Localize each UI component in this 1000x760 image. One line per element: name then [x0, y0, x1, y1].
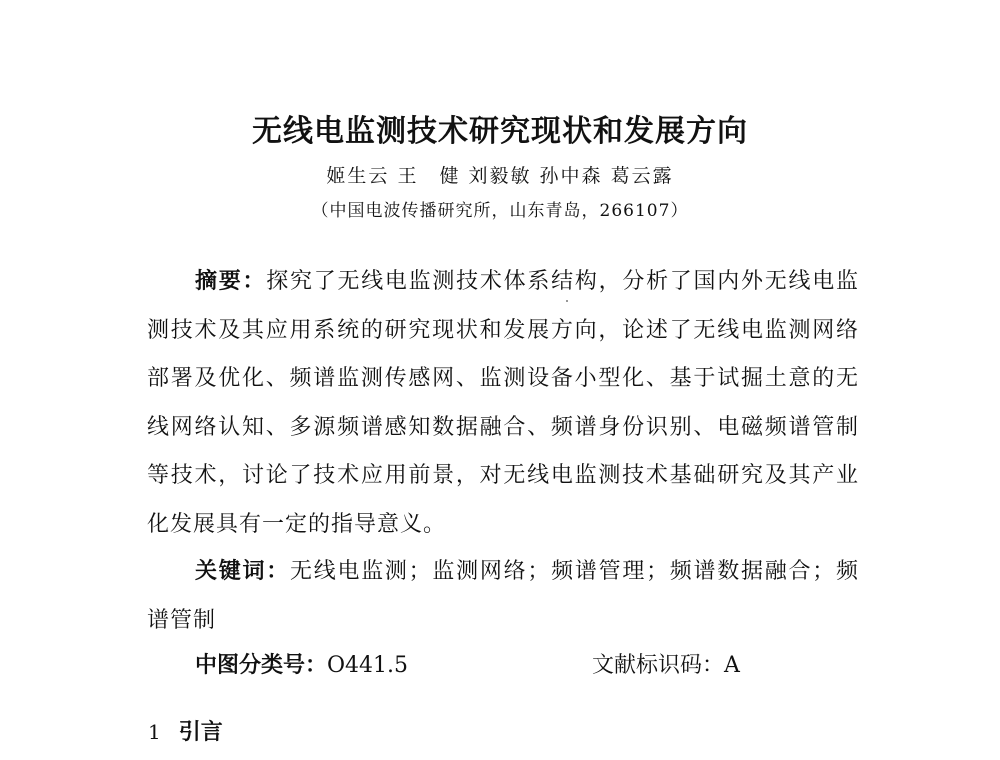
document-code [592, 648, 740, 684]
scan-speck [566, 300, 568, 302]
keywords-label: 关键词： [195, 559, 290, 584]
section-title: 引言 [178, 720, 223, 745]
abstract-label: 摘要： [195, 269, 267, 294]
document-code-label: 文献标识码： [592, 653, 725, 678]
author-list: 姬生云 王 健 刘毅敏 孙中森 葛云露 [326, 165, 674, 187]
clc-value: O441.5 [327, 653, 409, 678]
section-heading [148, 714, 223, 751]
keywords-paragraph [147, 548, 859, 645]
clc-label: 中图分类号： [195, 653, 328, 678]
section-number: 1 [148, 720, 161, 744]
classification-line [195, 648, 795, 684]
paper-title: 无线电监测技术研究现状和发展方向 [252, 114, 748, 149]
document-code-value: A [724, 653, 740, 678]
abstract-paragraph [147, 258, 859, 549]
clc-number [195, 648, 408, 684]
abstract-text: 探究了无线电监测技术体系结构，分析了国内外无线电监测技术及其应用系统的研究现状和发展方向，论述了无线电监测网络部署及优化、频谱监测传感网、监测设备小型化、基于试掘土意的无线网络认知、多源频谱感知数据融合、频谱身份识别、电磁频谱管制等技术，讨论了技术应用前景，对无线电监测技术基础研究及其产业化发展具有一定的指导意义。 [147, 269, 859, 537]
author-affiliation: （中国电波传播研究所，山东青岛，266107） [311, 201, 689, 221]
keywords-text: 无线电监测；监测网络；频谱管理；频谱数据融合；频谱管制 [147, 559, 859, 633]
